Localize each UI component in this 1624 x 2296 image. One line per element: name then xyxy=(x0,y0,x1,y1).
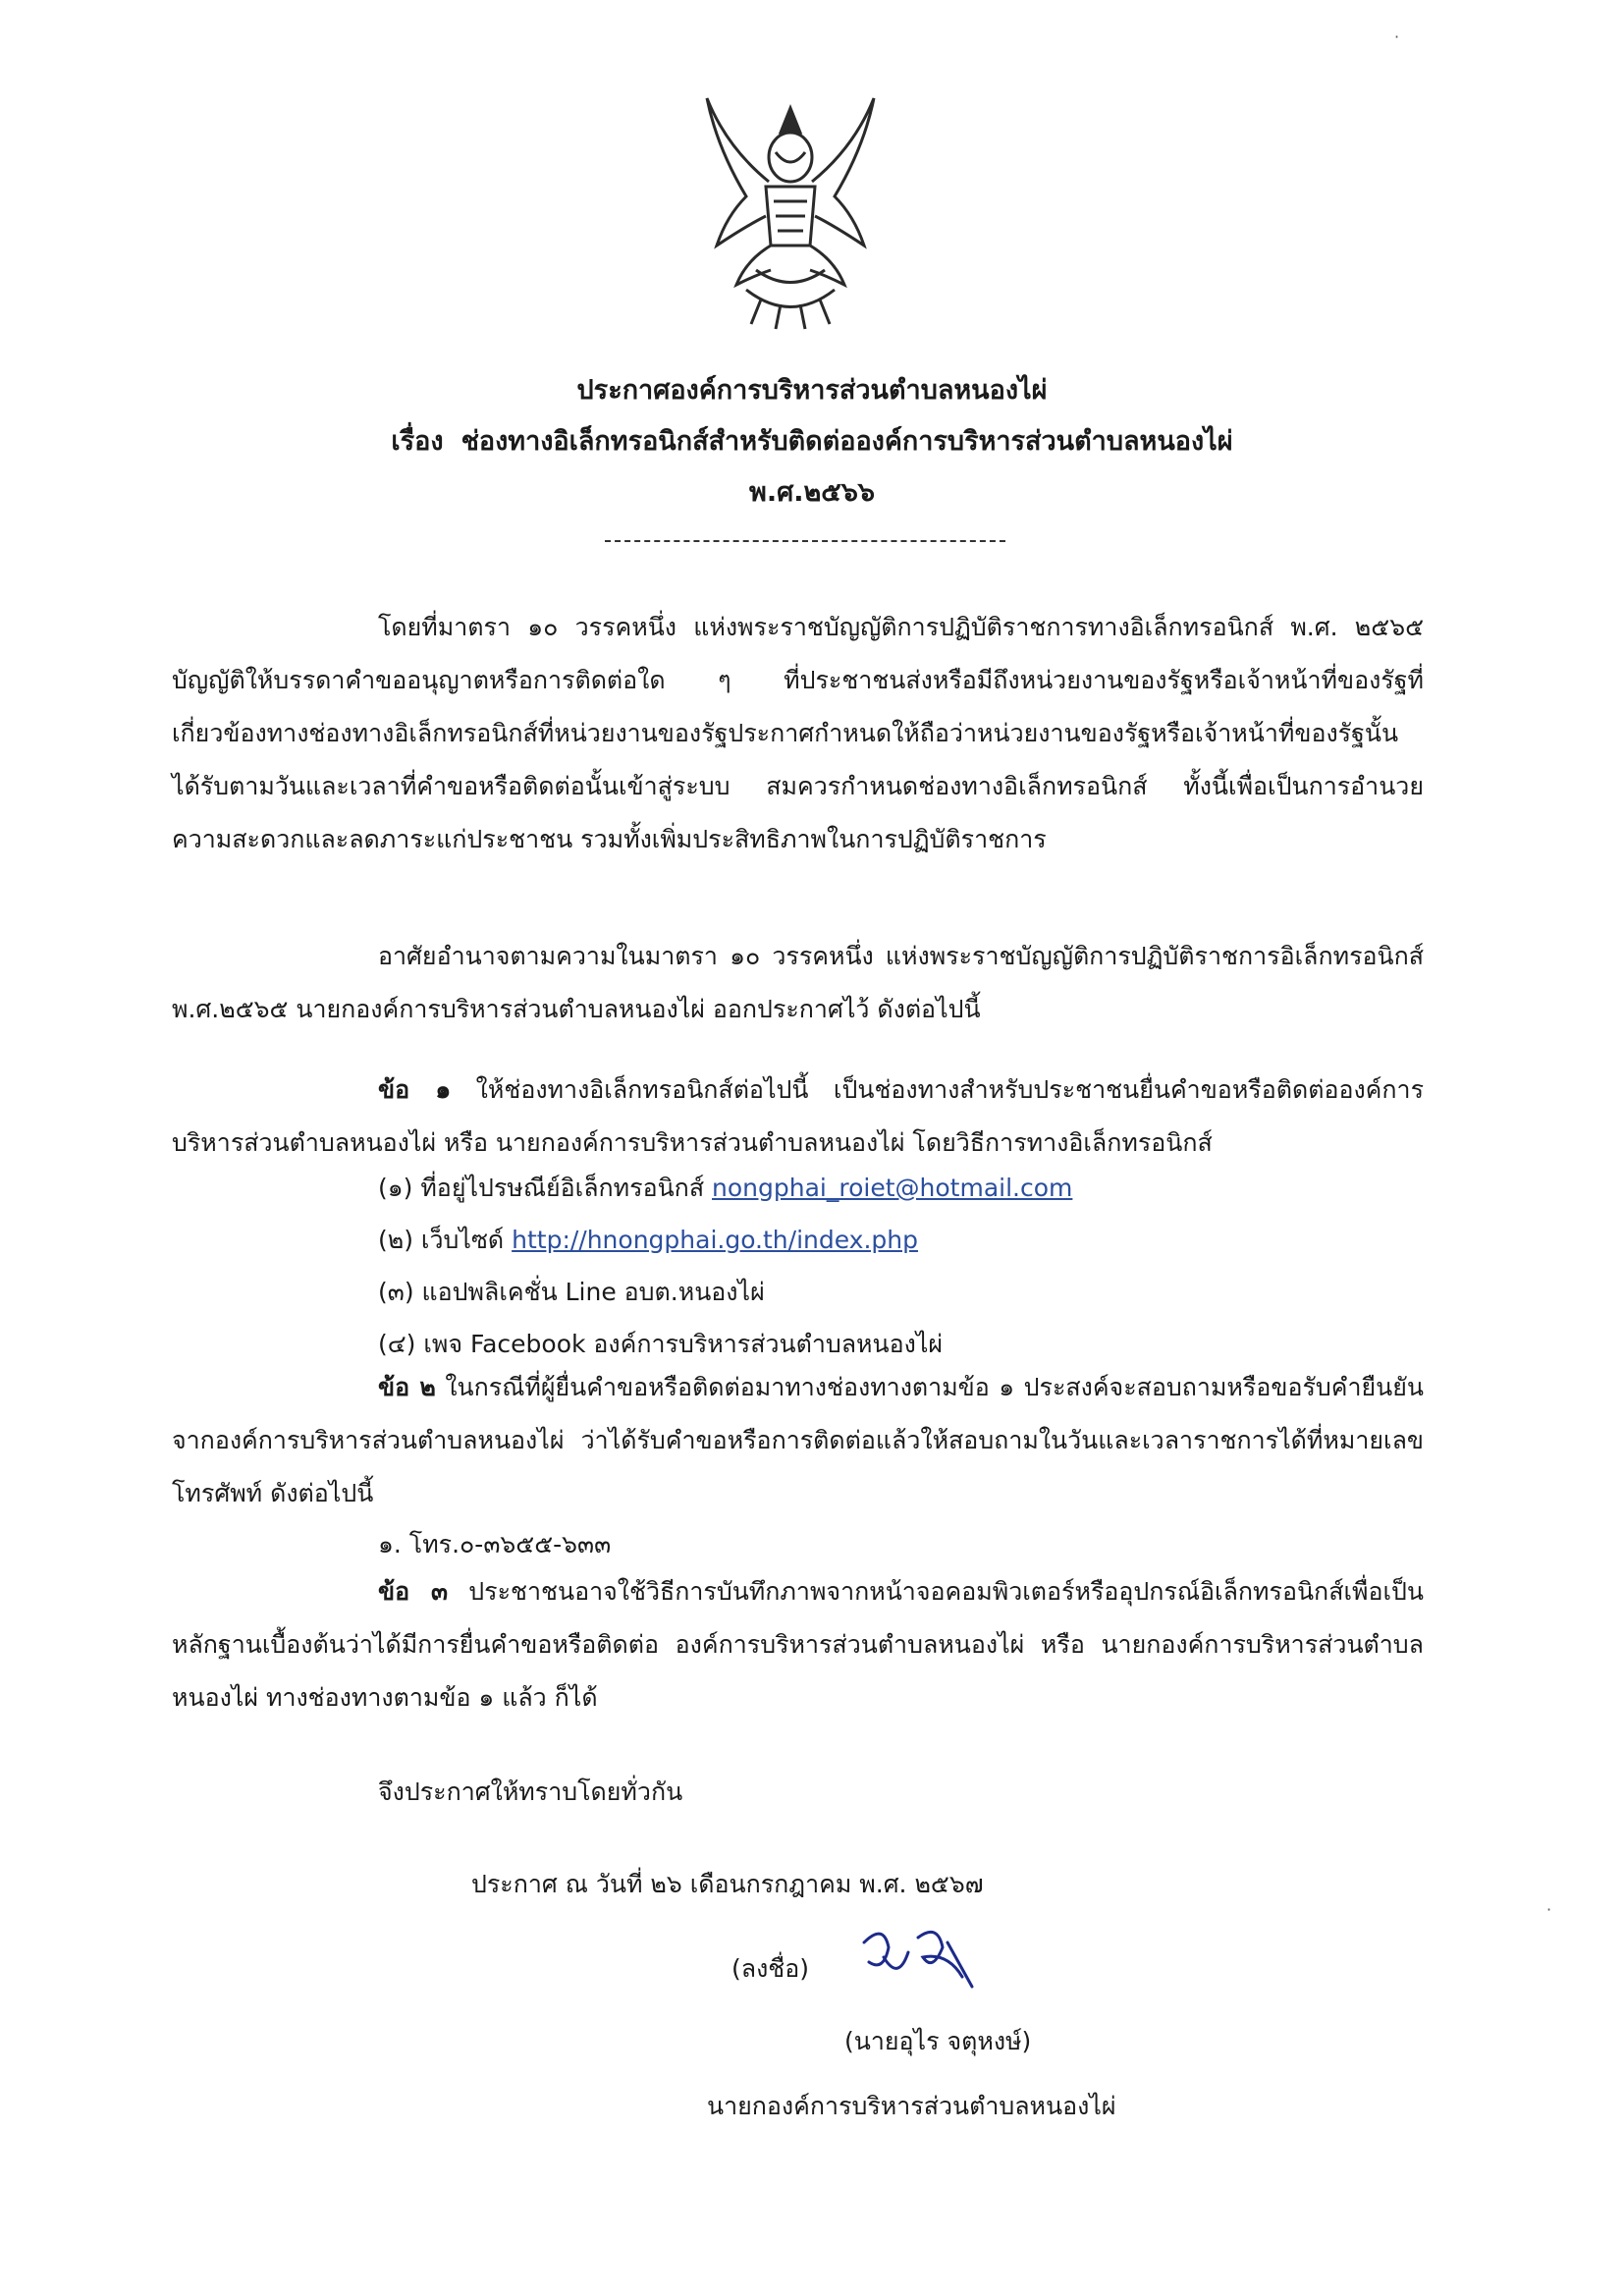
scan-speck: · xyxy=(1546,1900,1552,1919)
announcement-year: พ.ศ.๒๕๖๖ xyxy=(749,477,875,508)
closing-announce: จึงประกาศให้ทราบโดยทั่วกัน xyxy=(378,1777,683,1806)
channel-item-website: (๒) เว็บไซด์ http://hnongphai.go.th/index.php xyxy=(378,1226,919,1254)
announcement-date: ประกาศ ณ วันที่ ๒๖ เดือนกรกฎาคม พ.ศ. ๒๕๖๗ xyxy=(471,1870,984,1898)
signature-icon xyxy=(854,1923,1001,1992)
signature-label: (ลงชื่อ) xyxy=(731,1954,810,1983)
announcement-subject xyxy=(0,416,1624,467)
title-divider xyxy=(605,540,1005,542)
clause-3 xyxy=(172,1565,1424,1724)
clause-2 xyxy=(172,1361,1424,1520)
channel-item-facebook: (๔) เพจ Facebook องค์การบริหารส่วนตำบลหนองไผ่ xyxy=(378,1330,944,1358)
garuda-emblem-icon xyxy=(687,88,893,334)
phone-number: ๑. โทร.๐-๓๖๕๕-๖๓๓ xyxy=(378,1530,612,1558)
preamble-paragraph-2: อาศัยอำนาจตามความในมาตรา ๑๐ วรรคหนึ่ง แห่งพระราชบัญญัติการปฏิบัติราชการอิเล็กทรอนิกส์ พ.ศ.๒๕๖๕ นายกองค์การบริหารส่วนตำบลหนองไผ่ ออกประกาศไว้ ดังต่อไปนี้ xyxy=(172,942,1424,1023)
channel-item-line: (๓) แอปพลิเคชั่น Line อบต.หนองไผ่ xyxy=(378,1278,765,1306)
preamble-paragraph-1: โดยที่มาตรา ๑๐ วรรคหนึ่ง แห่งพระราชบัญญัติการปฏิบัติราชการทางอิเล็กทรอนิกส์ พ.ศ. ๒๕๖๕ บัญญัติให้บรรดาคำขออนุญาตหรือการติดต่อใด ๆ ที่ประชาชนส่งหรือมีถึงหน่วยงานของรัฐหรือเจ้าหน้าที่ของรัฐที่เกี่ยวข้องทางช่องทางอิเล็กทรอนิกส์ที่หน่วยงานของรัฐประกาศกำหนดให้ถือว่าหน่วยงานของรัฐหรือเจ้าหน้าที่ของรัฐนั้นได้รับตามวันและเวลาที่คำขอหรือติดต่อนั้นเข้าสู่ระบบ สมควรกำหนดช่องทางอิเล็กทรอนิกส์ ทั้งนี้เพื่อเป็นการอำนวยความสะดวกและลดภาระแก่ประชาชน รวมทั้งเพิ่มประสิทธิภาพในการปฏิบัติราชการ xyxy=(172,613,1424,853)
clause-1 xyxy=(172,1064,1424,1170)
announcement-header xyxy=(0,365,1624,519)
channel-item-email: (๑) ที่อยู่ไปรษณีย์อิเล็กทรอนิกส์ nongphai_roiet@hotmail.com xyxy=(378,1174,1073,1202)
clause-1-label: ข้อ ๑ xyxy=(378,1075,452,1104)
clause-2-label: ข้อ ๒ xyxy=(378,1373,436,1401)
website-link[interactable]: http://hnongphai.go.th/index.php xyxy=(512,1226,919,1254)
clause-1-text: ให้ช่องทางอิเล็กทรอนิกส์ต่อไปนี้ เป็นช่องทางสำหรับประชาชนยื่นคำขอหรือติดต่อองค์การบริหารส่วนตำบลหนองไผ่ หรือ นายกองค์การบริหารส่วนตำบลหนองไผ่ โดยวิธีการทางอิเล็กทรอนิกส์ xyxy=(172,1075,1425,1157)
announcement-title: ประกาศองค์การบริหารส่วนตำบลหนองไผ่ xyxy=(576,375,1048,406)
signer-position: นายกองค์การบริหารส่วนตำบลหนองไผ่ xyxy=(707,2092,1116,2120)
email-link[interactable]: nongphai_roiet@hotmail.com xyxy=(712,1174,1073,1202)
clause-3-label: ข้อ ๓ xyxy=(378,1577,449,1606)
clause-2-text: ในกรณีที่ผู้ยื่นคำขอหรือติดต่อมาทางช่องทางตามข้อ ๑ ประสงค์จะสอบถามหรือขอรับคำยืนยันจากองค์การบริหารส่วนตำบลหนองไผ่ ว่าได้รับคำขอหรือการติดต่อแล้วให้สอบถามในวันและเวลาราชการได้ที่หมายเลขโทรศัพท์ ดังต่อไปนี้ xyxy=(172,1373,1424,1507)
signer-name: (นายอุไร จตุหงษ์) xyxy=(844,2027,1032,2055)
subject-label: เรื่อง xyxy=(391,426,444,457)
subject-text: ช่องทางอิเล็กทรอนิกส์สำหรับติดต่อองค์การบริหารส่วนตำบลหนองไผ่ xyxy=(460,426,1233,457)
scan-speck: · xyxy=(1394,27,1400,46)
clause-3-text: ประชาชนอาจใช้วิธีการบันทึกภาพจากหน้าจอคอมพิวเตอร์หรืออุปกรณ์อิเล็กทรอนิกส์เพื่อเป็นหลักฐานเบื้องต้นว่าได้มีการยื่นคำขอหรือติดต่อ องค์การบริหารส่วนตำบลหนองไผ่ หรือ นายกองค์การบริหารส่วนตำบลหนองไผ่ ทางช่องทางตามข้อ ๑ แล้ว ก็ได้ xyxy=(172,1577,1424,1712)
